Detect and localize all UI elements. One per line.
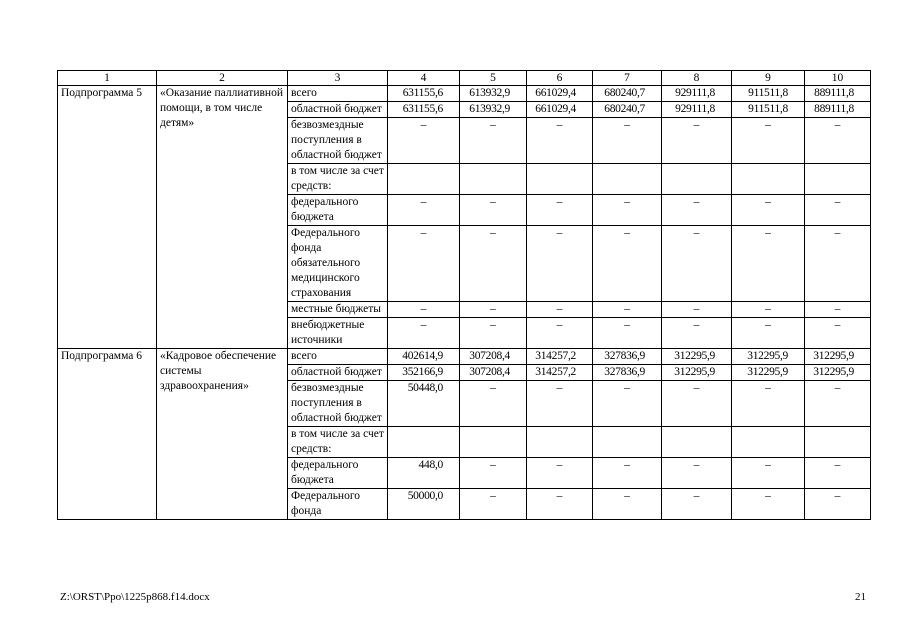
value-cell: – (732, 226, 805, 302)
value-cell: – (593, 381, 662, 427)
funding-source: Федерального фонда обязательного медицинского страхования (288, 226, 388, 302)
value-cell: 314257,2 (527, 349, 593, 365)
value-cell: – (593, 195, 662, 226)
value-cell: 613932,9 (460, 102, 527, 118)
subprogram-name: Подпрограмма 5 (58, 86, 157, 349)
value-cell: 352166,9 (388, 365, 460, 381)
value-cell: – (593, 302, 662, 318)
file-path: Z:\ORST\Ppo\1225p868.f14.docx (60, 591, 210, 603)
value-cell: – (805, 458, 871, 489)
value-cell: – (662, 318, 732, 349)
value-cell: – (662, 118, 732, 164)
funding-source: областной бюджет (288, 102, 388, 118)
value-cell (732, 427, 805, 458)
value-cell (593, 164, 662, 195)
value-cell (388, 164, 460, 195)
page-number: 21 (855, 591, 866, 603)
column-header: 10 (805, 71, 871, 86)
subprogram-title: «Оказание паллиативной помощи, в том числе детям» (157, 86, 288, 349)
value-cell: – (527, 226, 593, 302)
funding-source: Федерального фонда (288, 489, 388, 520)
column-header: 9 (732, 71, 805, 86)
value-cell: 929111,8 (662, 102, 732, 118)
value-cell (388, 427, 460, 458)
subprogram-title: «Кадровое обеспечение системы здравоохранения» (157, 349, 288, 520)
value-cell: – (805, 118, 871, 164)
funding-source: всего (288, 86, 388, 102)
funding-source: внебюджетные источники (288, 318, 388, 349)
value-cell: 307208,4 (460, 365, 527, 381)
value-cell: – (593, 318, 662, 349)
value-cell: – (662, 489, 732, 520)
value-cell (662, 164, 732, 195)
column-header: 2 (157, 71, 288, 86)
value-cell: 631155,6 (388, 102, 460, 118)
value-cell: – (460, 458, 527, 489)
value-cell: 889111,8 (805, 102, 871, 118)
value-cell: 312295,9 (662, 349, 732, 365)
value-cell: 50000,0 (388, 489, 460, 520)
value-cell: – (460, 381, 527, 427)
funding-source: в том числе за счет средств: (288, 427, 388, 458)
column-header: 8 (662, 71, 732, 86)
column-header: 5 (460, 71, 527, 86)
value-cell: – (662, 195, 732, 226)
value-cell: 312295,9 (732, 349, 805, 365)
value-cell (805, 427, 871, 458)
value-cell: 911511,8 (732, 102, 805, 118)
value-cell: – (527, 381, 593, 427)
value-cell: – (388, 302, 460, 318)
column-header: 3 (288, 71, 388, 86)
value-cell: – (662, 381, 732, 427)
funding-source: областной бюджет (288, 365, 388, 381)
column-header: 6 (527, 71, 593, 86)
value-cell: – (732, 302, 805, 318)
value-cell: – (732, 195, 805, 226)
subprogram-name: Подпрограмма 6 (58, 349, 157, 520)
value-cell: – (527, 302, 593, 318)
value-cell: – (527, 489, 593, 520)
table-row (58, 86, 871, 102)
value-cell: – (460, 489, 527, 520)
header-row (58, 71, 871, 86)
value-cell: 613932,9 (460, 86, 527, 102)
value-cell: 680240,7 (593, 102, 662, 118)
value-cell: – (732, 489, 805, 520)
value-cell: – (593, 226, 662, 302)
value-cell: 448,0 (388, 458, 460, 489)
value-cell: 314257,2 (527, 365, 593, 381)
value-cell: 327836,9 (593, 349, 662, 365)
value-cell: 402614,9 (388, 349, 460, 365)
value-cell (527, 427, 593, 458)
value-cell: – (527, 195, 593, 226)
value-cell: 661029,4 (527, 102, 593, 118)
value-cell: 312295,9 (662, 365, 732, 381)
value-cell: – (662, 302, 732, 318)
value-cell: 631155,6 (388, 86, 460, 102)
value-cell: 661029,4 (527, 86, 593, 102)
value-cell: – (388, 195, 460, 226)
value-cell: – (460, 318, 527, 349)
value-cell: – (527, 318, 593, 349)
funding-source: всего (288, 349, 388, 365)
funding-source: безвозмездные поступления в областной бюджет (288, 381, 388, 427)
value-cell: – (460, 195, 527, 226)
value-cell: 911511,8 (732, 86, 805, 102)
value-cell: – (662, 226, 732, 302)
value-cell: – (805, 226, 871, 302)
value-cell: – (460, 226, 527, 302)
value-cell (593, 427, 662, 458)
value-cell: – (732, 458, 805, 489)
value-cell: – (388, 118, 460, 164)
funding-source: местные бюджеты (288, 302, 388, 318)
value-cell: – (805, 318, 871, 349)
value-cell: – (805, 489, 871, 520)
funding-source: в том числе за счет средств: (288, 164, 388, 195)
value-cell: – (388, 226, 460, 302)
value-cell (662, 427, 732, 458)
budget-table (57, 70, 871, 520)
value-cell: – (732, 381, 805, 427)
value-cell: – (527, 118, 593, 164)
value-cell (527, 164, 593, 195)
value-cell: 889111,8 (805, 86, 871, 102)
value-cell: 929111,8 (662, 86, 732, 102)
table-body (58, 71, 871, 520)
value-cell: – (388, 318, 460, 349)
value-cell (805, 164, 871, 195)
value-cell: – (805, 195, 871, 226)
funding-source: безвозмездные поступления в областной бюджет (288, 118, 388, 164)
funding-source: федерального бюджета (288, 195, 388, 226)
value-cell: – (805, 381, 871, 427)
value-cell: – (732, 118, 805, 164)
value-cell: – (527, 458, 593, 489)
table-row (58, 349, 871, 365)
value-cell (460, 427, 527, 458)
value-cell: – (732, 318, 805, 349)
value-cell: 312295,9 (805, 365, 871, 381)
value-cell: – (593, 458, 662, 489)
column-header: 7 (593, 71, 662, 86)
value-cell: 312295,9 (732, 365, 805, 381)
value-cell (460, 164, 527, 195)
value-cell: – (593, 489, 662, 520)
value-cell: – (593, 118, 662, 164)
value-cell: – (460, 302, 527, 318)
column-header: 4 (388, 71, 460, 86)
value-cell: 50448,0 (388, 381, 460, 427)
value-cell: 680240,7 (593, 86, 662, 102)
value-cell: 327836,9 (593, 365, 662, 381)
value-cell: – (805, 302, 871, 318)
value-cell (732, 164, 805, 195)
funding-source: федерального бюджета (288, 458, 388, 489)
value-cell: 307208,4 (460, 349, 527, 365)
value-cell: – (460, 118, 527, 164)
column-header: 1 (58, 71, 157, 86)
value-cell: 312295,9 (805, 349, 871, 365)
value-cell: – (662, 458, 732, 489)
